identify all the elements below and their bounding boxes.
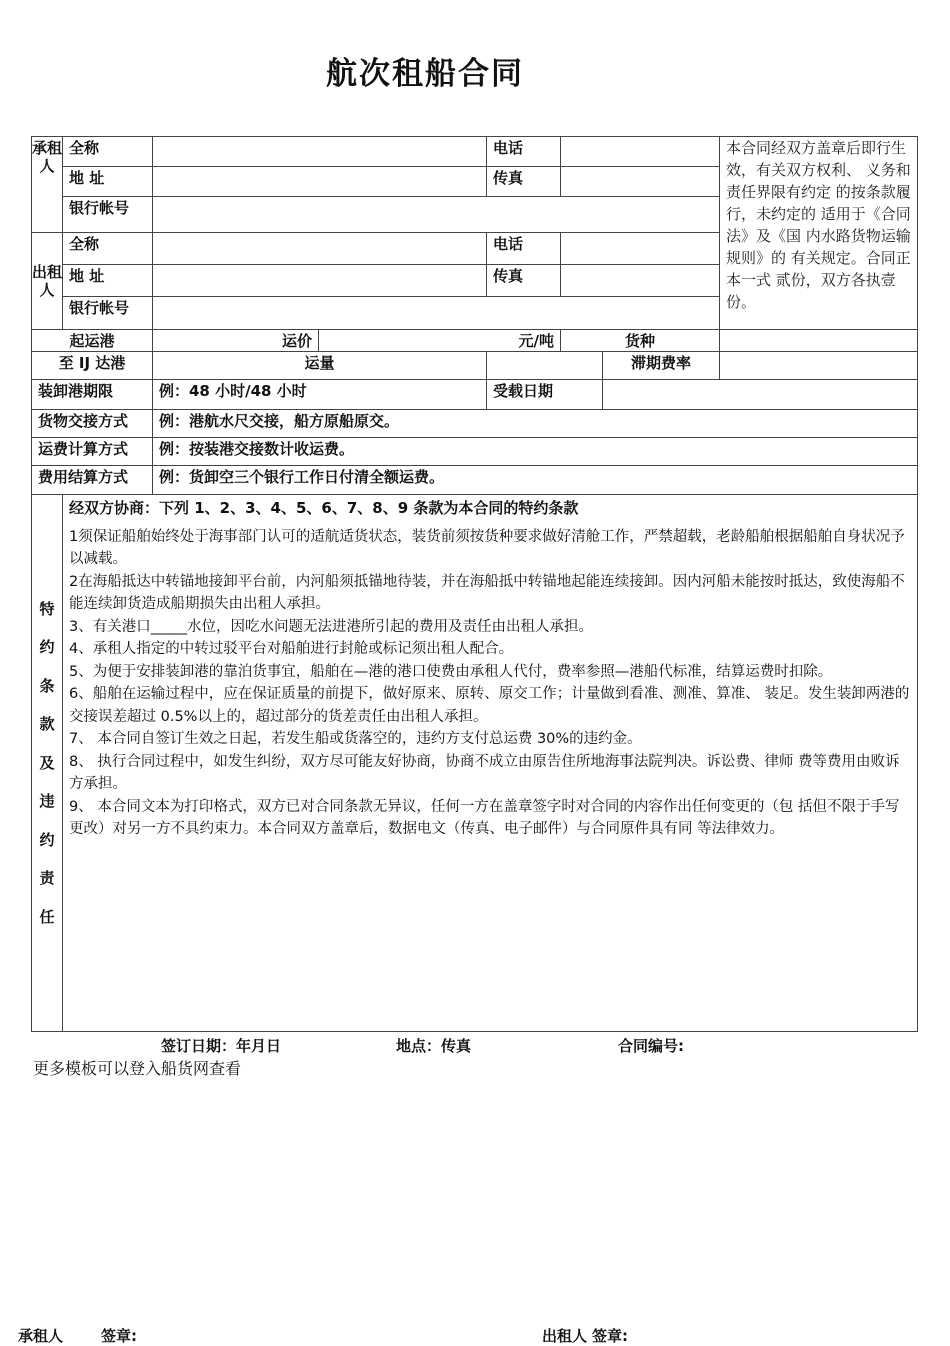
lessor-signature-field[interactable]: 签章: <box>592 1327 628 1345</box>
lessee-name-value[interactable] <box>153 137 487 167</box>
freight-unit-label: 元/吨 <box>319 330 561 352</box>
lessor-section-label: 出租人 <box>32 233 63 330</box>
sign-date: 签订日期：年月日 <box>161 1037 282 1055</box>
laytime-value: 例：48 小时/48 小时 <box>153 380 487 410</box>
lessee-address-value[interactable] <box>153 167 487 197</box>
lessor-signature-label: 出租人 <box>542 1327 588 1345</box>
lessor-fax-value[interactable] <box>561 265 720 297</box>
clause-4: 4、承租人指定的中转过驳平台对船舶进行封舱或标记须出租人配合。 <box>69 641 514 657</box>
more-templates-link[interactable]: 更多模板可以登入船货网查看 <box>33 1059 242 1078</box>
clause-6: 6、船舶在运输过程中，应在保证质量的前提下，做好原来、原转、原交工作；计量做到看准、测准、算准、 装足。发生装卸两港的交接误差超过 0.5%以上的，超过部分的货差责任由出租人承担。 <box>69 686 910 725</box>
clause-2: 2在海船抵达中转锚地接卸平台前，内河船须抵锚地待装，并在海船抵中转锚地起能连续接卸。因内河船未能按时抵达，致使海船不能连续卸货造成船期损失由出租人承担。 <box>69 573 905 612</box>
contract-number: 合同编号: <box>618 1037 684 1055</box>
laytime-label: 装卸港期限 <box>32 380 153 410</box>
clause-3: 3、有关港口_____水位，因吃水问题无法进港所引起的费用及责任由出租人承担。 <box>69 618 593 635</box>
clause-8: 8、 执行合同过程中，如发生纠纷，双方尽可能友好协商，协商不成立由原告住所地海事法院判决。诉讼费、律师 费等费用由败诉方承担。 <box>69 753 900 792</box>
handover-value: 例：港航水尺交接，船方原船原交。 <box>153 410 918 438</box>
cargo-type-value[interactable] <box>720 330 918 352</box>
special-terms-heading: 经双方协商：下列 1、2、3、4、5、6、7、8、9 条款为本合同的特约条款 <box>69 499 579 517</box>
handover-label: 货物交接方式 <box>32 410 153 438</box>
lessee-phone-value[interactable] <box>561 137 720 167</box>
freight-calc-label: 运费计算方式 <box>32 438 153 466</box>
dest-port-label: 至 IJ 达港 <box>32 352 153 380</box>
volume-value[interactable] <box>487 352 603 380</box>
validity-note: 本合同经双方盖章后即行生效，有关双方权利、 义务和责任界限有约定 的按条款履行，未约定的 适用于《合同法》及《国 内水路货物运输规则》的 有关规定。合同正本一式 贰份，双方各执壹份。 <box>720 137 918 330</box>
lessor-phone-label: 电话 <box>487 233 561 265</box>
lessor-address-value[interactable] <box>153 265 487 297</box>
lessee-name-label: 全称 <box>63 137 153 167</box>
contract-table <box>31 136 918 1032</box>
lessee-bank-label: 银行帐号 <box>63 197 153 233</box>
volume-label: 运量 <box>153 352 487 380</box>
lessor-bank-label: 银行帐号 <box>63 297 153 330</box>
origin-port-label: 起运港 <box>32 330 153 352</box>
lessee-fax-value[interactable] <box>561 167 720 197</box>
lessee-signature-label: 承租人 <box>18 1327 64 1345</box>
lessee-fax-label: 传真 <box>487 167 561 197</box>
special-terms-side-label: 特 约 条 款 及 违 约 责 任 <box>32 495 63 1032</box>
clause-7: 7、 本合同自签订生效之日起，若发生船或货落空的，违约方支付总运费 30%的违约金。 <box>69 731 642 747</box>
contract-title: 航次租船合同 <box>326 56 524 92</box>
lessor-phone-value[interactable] <box>561 233 720 265</box>
lessee-phone-label: 电话 <box>487 137 561 167</box>
lessor-fax-label: 传真 <box>487 265 561 297</box>
lessor-address-label: 地 址 <box>63 265 153 297</box>
clause-1: 1须保证船舶始终处于海事部门认可的适航适货状态，装货前须按货种要求做好清舱工作，严禁超载，老龄船舶根据船舶自身状况予以减载。 <box>69 528 905 567</box>
settlement-label: 费用结算方式 <box>32 466 153 495</box>
lessee-signature-field[interactable]: 签章: <box>101 1327 137 1345</box>
settlement-value: 例：货卸空三个银行工作日付清全额运费。 <box>153 466 918 495</box>
lessee-bank-value[interactable] <box>153 197 720 233</box>
loading-date-label: 受载日期 <box>487 380 603 410</box>
loading-date-value[interactable] <box>603 380 918 410</box>
lessor-name-label: 全称 <box>63 233 153 265</box>
demurrage-label: 滞期费率 <box>603 352 720 380</box>
special-terms-body <box>63 495 918 1032</box>
freight-calc-value: 例：按装港交接数计收运费。 <box>153 438 918 466</box>
lessor-name-value[interactable] <box>153 233 487 265</box>
signing-info-row <box>0 1035 950 1057</box>
lessee-section-label: 承租人 <box>32 137 63 233</box>
clause-5: 5、为便于安排装卸港的靠泊货事宜，船舶在—港的港口使费由承租人代付，费率参照—港船代标准，结算运费时扣除。 <box>69 663 833 680</box>
freight-label: 运价 <box>153 330 319 352</box>
clause-9: 9、 本合同文本为打印格式，双方已对合同条款无异议，任何一方在盖章签字时对合同的内容作出任何变更的（包 括但不限于手写更改）对另一方不具约束力。本合同双方盖章后，数据电文（传真、电子邮件）与合同原件具有同 等法律效力。 <box>69 798 900 837</box>
lessor-bank-value[interactable] <box>153 297 720 330</box>
lessee-address-label: 地 址 <box>63 167 153 197</box>
cargo-type-label: 货种 <box>561 330 720 352</box>
demurrage-value[interactable] <box>720 352 918 380</box>
sign-location: 地点：传真 <box>396 1037 472 1055</box>
